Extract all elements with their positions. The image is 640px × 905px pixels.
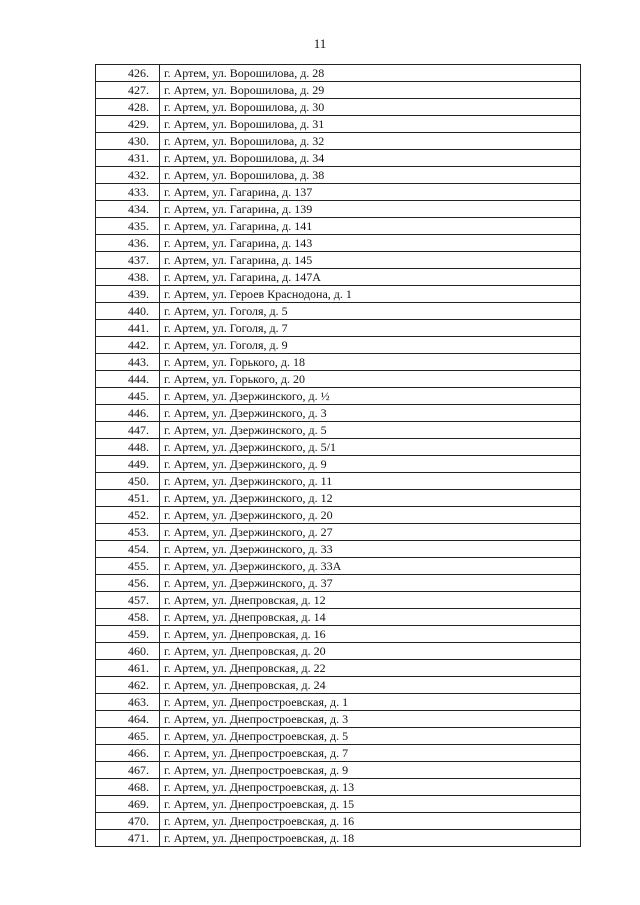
row-address: г. Артем, ул. Дзержинского, д. 33А	[160, 558, 581, 575]
table-row	[96, 490, 581, 507]
row-number: 438.	[96, 269, 160, 286]
row-number: 457.	[96, 592, 160, 609]
table-row	[96, 541, 581, 558]
row-address: г. Артем, ул. Дзержинского, д. 37	[160, 575, 581, 592]
row-address: г. Артем, ул. Гагарина, д. 143	[160, 235, 581, 252]
table-row	[96, 235, 581, 252]
row-number: 463.	[96, 694, 160, 711]
row-address: г. Артем, ул. Дзержинского, д. 5/1	[160, 439, 581, 456]
table-row	[96, 269, 581, 286]
row-address: г. Артем, ул. Дзержинского, д. 11	[160, 473, 581, 490]
row-address: г. Артем, ул. Днепровская, д. 14	[160, 609, 581, 626]
row-number: 430.	[96, 133, 160, 150]
row-address: г. Артем, ул. Днепровская, д. 20	[160, 643, 581, 660]
table-row	[96, 507, 581, 524]
row-number: 452.	[96, 507, 160, 524]
row-address: г. Артем, ул. Днепростроевская, д. 16	[160, 813, 581, 830]
row-address: г. Артем, ул. Дзержинского, д. 5	[160, 422, 581, 439]
table-row	[96, 320, 581, 337]
row-number: 426.	[96, 65, 160, 82]
row-address: г. Артем, ул. Героев Краснодона, д. 1	[160, 286, 581, 303]
row-number: 461.	[96, 660, 160, 677]
row-address: г. Артем, ул. Днепростроевская, д. 5	[160, 728, 581, 745]
row-number: 444.	[96, 371, 160, 388]
row-number: 459.	[96, 626, 160, 643]
table-row	[96, 677, 581, 694]
table-row	[96, 796, 581, 813]
table-row	[96, 218, 581, 235]
table-row	[96, 711, 581, 728]
row-address: г. Артем, ул. Днепровская, д. 22	[160, 660, 581, 677]
row-number: 454.	[96, 541, 160, 558]
table-row	[96, 99, 581, 116]
row-number: 441.	[96, 320, 160, 337]
table-row	[96, 524, 581, 541]
row-address: г. Артем, ул. Ворошилова, д. 38	[160, 167, 581, 184]
row-number: 436.	[96, 235, 160, 252]
row-address: г. Артем, ул. Днепростроевская, д. 18	[160, 830, 581, 847]
row-number: 450.	[96, 473, 160, 490]
table-row	[96, 405, 581, 422]
row-address: г. Артем, ул. Ворошилова, д. 29	[160, 82, 581, 99]
row-address: г. Артем, ул. Днепростроевская, д. 9	[160, 762, 581, 779]
row-address: г. Артем, ул. Ворошилова, д. 28	[160, 65, 581, 82]
row-number: 427.	[96, 82, 160, 99]
row-address: г. Артем, ул. Горького, д. 18	[160, 354, 581, 371]
row-number: 435.	[96, 218, 160, 235]
row-number: 455.	[96, 558, 160, 575]
table-row	[96, 371, 581, 388]
row-number: 462.	[96, 677, 160, 694]
table-row	[96, 745, 581, 762]
table-row	[96, 303, 581, 320]
row-number: 428.	[96, 99, 160, 116]
table-row	[96, 830, 581, 847]
row-number: 437.	[96, 252, 160, 269]
row-number: 464.	[96, 711, 160, 728]
table-row	[96, 201, 581, 218]
row-number: 469.	[96, 796, 160, 813]
row-number: 449.	[96, 456, 160, 473]
row-address: г. Артем, ул. Гагарина, д. 141	[160, 218, 581, 235]
table-row	[96, 779, 581, 796]
table-row	[96, 473, 581, 490]
table-row	[96, 728, 581, 745]
table-row	[96, 286, 581, 303]
table-row	[96, 184, 581, 201]
row-number: 442.	[96, 337, 160, 354]
row-address: г. Артем, ул. Гагарина, д. 145	[160, 252, 581, 269]
table-row	[96, 337, 581, 354]
table-row	[96, 575, 581, 592]
table-row	[96, 133, 581, 150]
row-number: 447.	[96, 422, 160, 439]
row-address: г. Артем, ул. Ворошилова, д. 30	[160, 99, 581, 116]
row-address: г. Артем, ул. Днепростроевская, д. 15	[160, 796, 581, 813]
table-row	[96, 694, 581, 711]
row-address: г. Артем, ул. Дзержинского, д. 33	[160, 541, 581, 558]
table-row	[96, 558, 581, 575]
row-number: 471.	[96, 830, 160, 847]
row-number: 446.	[96, 405, 160, 422]
table-row	[96, 422, 581, 439]
table-row	[96, 65, 581, 82]
row-number: 470.	[96, 813, 160, 830]
row-number: 429.	[96, 116, 160, 133]
table-row	[96, 609, 581, 626]
row-address: г. Артем, ул. Днепровская, д. 24	[160, 677, 581, 694]
row-address: г. Артем, ул. Дзержинского, д. 9	[160, 456, 581, 473]
table-row	[96, 116, 581, 133]
table-row	[96, 762, 581, 779]
row-number: 434.	[96, 201, 160, 218]
address-table-body	[96, 65, 581, 847]
row-address: г. Артем, ул. Горького, д. 20	[160, 371, 581, 388]
row-number: 465.	[96, 728, 160, 745]
row-address: г. Артем, ул. Гоголя, д. 5	[160, 303, 581, 320]
row-number: 448.	[96, 439, 160, 456]
row-address: г. Артем, ул. Ворошилова, д. 32	[160, 133, 581, 150]
row-number: 466.	[96, 745, 160, 762]
table-row	[96, 439, 581, 456]
row-address: г. Артем, ул. Днепростроевская, д. 13	[160, 779, 581, 796]
row-address: г. Артем, ул. Гагарина, д. 137	[160, 184, 581, 201]
row-address: г. Артем, ул. Днепровская, д. 16	[160, 626, 581, 643]
row-address: г. Артем, ул. Днепровская, д. 12	[160, 592, 581, 609]
row-address: г. Артем, ул. Гагарина, д. 139	[160, 201, 581, 218]
row-number: 451.	[96, 490, 160, 507]
row-number: 453.	[96, 524, 160, 541]
address-table	[95, 64, 581, 847]
row-address: г. Артем, ул. Ворошилова, д. 34	[160, 150, 581, 167]
row-number: 460.	[96, 643, 160, 660]
table-row	[96, 252, 581, 269]
row-number: 458.	[96, 609, 160, 626]
row-address: г. Артем, ул. Гоголя, д. 7	[160, 320, 581, 337]
row-number: 432.	[96, 167, 160, 184]
row-number: 431.	[96, 150, 160, 167]
row-address: г. Артем, ул. Днепростроевская, д. 3	[160, 711, 581, 728]
row-address: г. Артем, ул. Дзержинского, д. 27	[160, 524, 581, 541]
row-number: 439.	[96, 286, 160, 303]
table-row	[96, 167, 581, 184]
row-address: г. Артем, ул. Днепростроевская, д. 7	[160, 745, 581, 762]
row-number: 445.	[96, 388, 160, 405]
table-row	[96, 660, 581, 677]
row-number: 433.	[96, 184, 160, 201]
table-row	[96, 643, 581, 660]
table-row	[96, 592, 581, 609]
table-row	[96, 354, 581, 371]
table-row	[96, 150, 581, 167]
row-number: 443.	[96, 354, 160, 371]
page-number: 11	[313, 36, 327, 51]
row-address: г. Артем, ул. Ворошилова, д. 31	[160, 116, 581, 133]
row-number: 467.	[96, 762, 160, 779]
table-row	[96, 813, 581, 830]
table-row	[96, 626, 581, 643]
table-row	[96, 456, 581, 473]
row-number: 456.	[96, 575, 160, 592]
row-address: г. Артем, ул. Днепростроевская, д. 1	[160, 694, 581, 711]
row-address: г. Артем, ул. Дзержинского, д. 12	[160, 490, 581, 507]
row-number: 468.	[96, 779, 160, 796]
row-number: 440.	[96, 303, 160, 320]
table-row	[96, 388, 581, 405]
row-address: г. Артем, ул. Гоголя, д. 9	[160, 337, 581, 354]
row-address: г. Артем, ул. Дзержинского, д. ½	[160, 388, 581, 405]
row-address: г. Артем, ул. Гагарина, д. 147А	[160, 269, 581, 286]
row-address: г. Артем, ул. Дзержинского, д. 20	[160, 507, 581, 524]
row-address: г. Артем, ул. Дзержинского, д. 3	[160, 405, 581, 422]
table-row	[96, 82, 581, 99]
